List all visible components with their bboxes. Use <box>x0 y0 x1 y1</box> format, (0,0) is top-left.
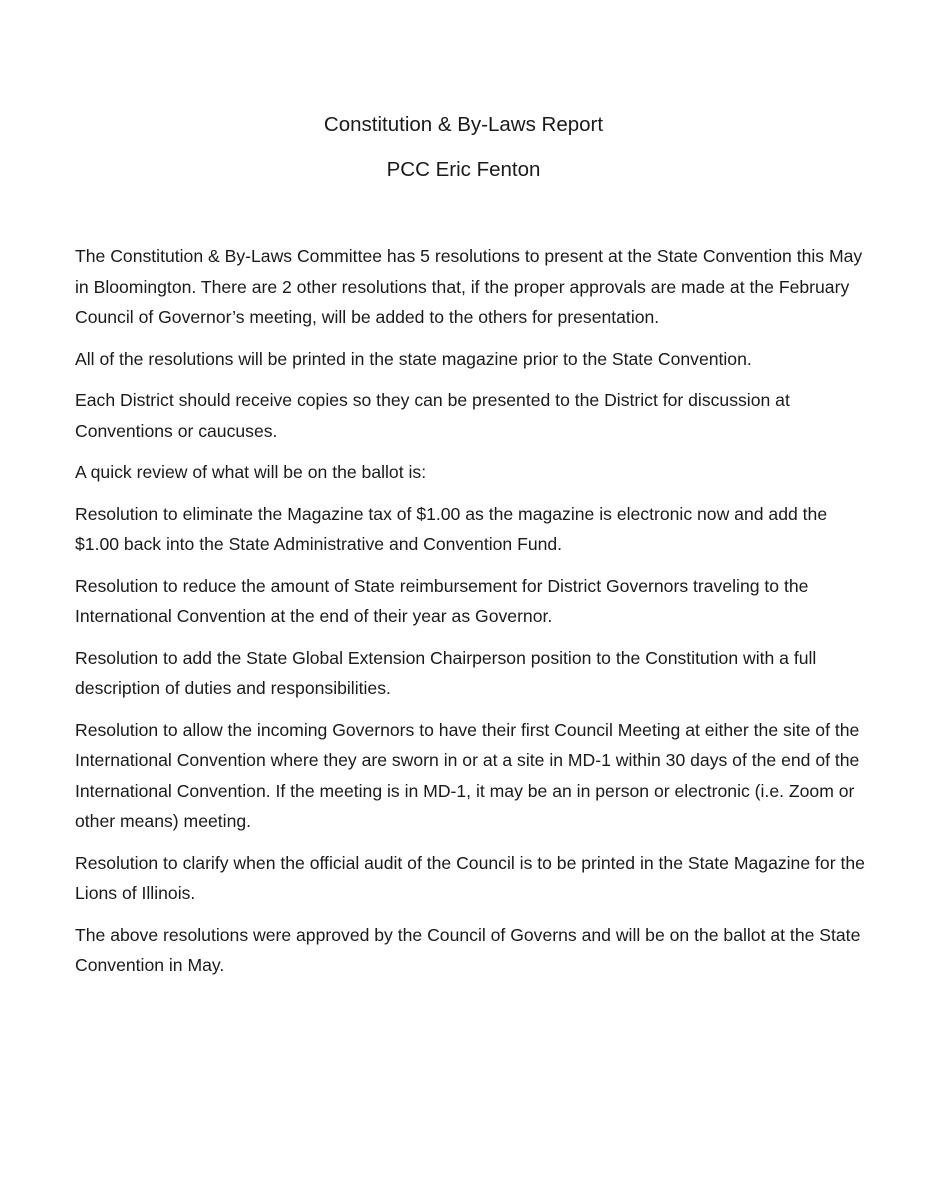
paragraph-review-intro: A quick review of what will be on the ballot is: <box>75 462 427 482</box>
paragraph-resolution-reimbursement: Resolution to reduce the amount of State reimbursement for District Governors traveling to the International Convention at the end of their year as Governor. <box>75 575 809 626</box>
paragraph-resolution-global-extension: Resolution to add the State Global Extension Chairperson position to the Constitution with a full description of duties and responsibilities. <box>75 647 817 698</box>
paragraph-district-copies: Each District should receive copies so they can be presented to the District for discussion at Conventions or caucuses. <box>75 390 790 441</box>
paragraph-closing: The above resolutions were approved by the Council of Governs and will be on the ballot at the State Convention in May. <box>75 924 861 975</box>
paragraph-resolution-audit: Resolution to clarify when the official audit of the Council is to be printed in the State Magazine for the Lions of Illinois. <box>75 852 865 903</box>
report-body <box>75 241 875 992</box>
report-title: Constitution & By-Laws Report <box>323 113 604 136</box>
paragraph-resolution-magazine-tax: Resolution to eliminate the Magazine tax of $1.00 as the magazine is electronic now and add the $1.00 back into the State Administrative and Convention Fund. <box>75 503 828 554</box>
paragraph-resolution-council-meeting: Resolution to allow the incoming Governors to have their first Council Meeting at either the site of the International Convention where they are sworn in or at a site in MD-1 within 30 days of the end of the International Convention. If the meeting is in MD-1, it may be an in person or electronic (i.e. Zoom or other means) meeting. <box>75 719 860 831</box>
report-author: PCC Eric Fenton <box>386 158 541 181</box>
paragraph-intro: The Constitution & By-Laws Committee has 5 resolutions to present at the State Convention this May in Bloomington. There are 2 other resolutions that, if the proper approvals are made at the February Council of Governor’s meeting, will be added to the others for presentation. <box>75 246 863 327</box>
paragraph-printing: All of the resolutions will be printed in the state magazine prior to the State Convention. <box>75 348 752 369</box>
